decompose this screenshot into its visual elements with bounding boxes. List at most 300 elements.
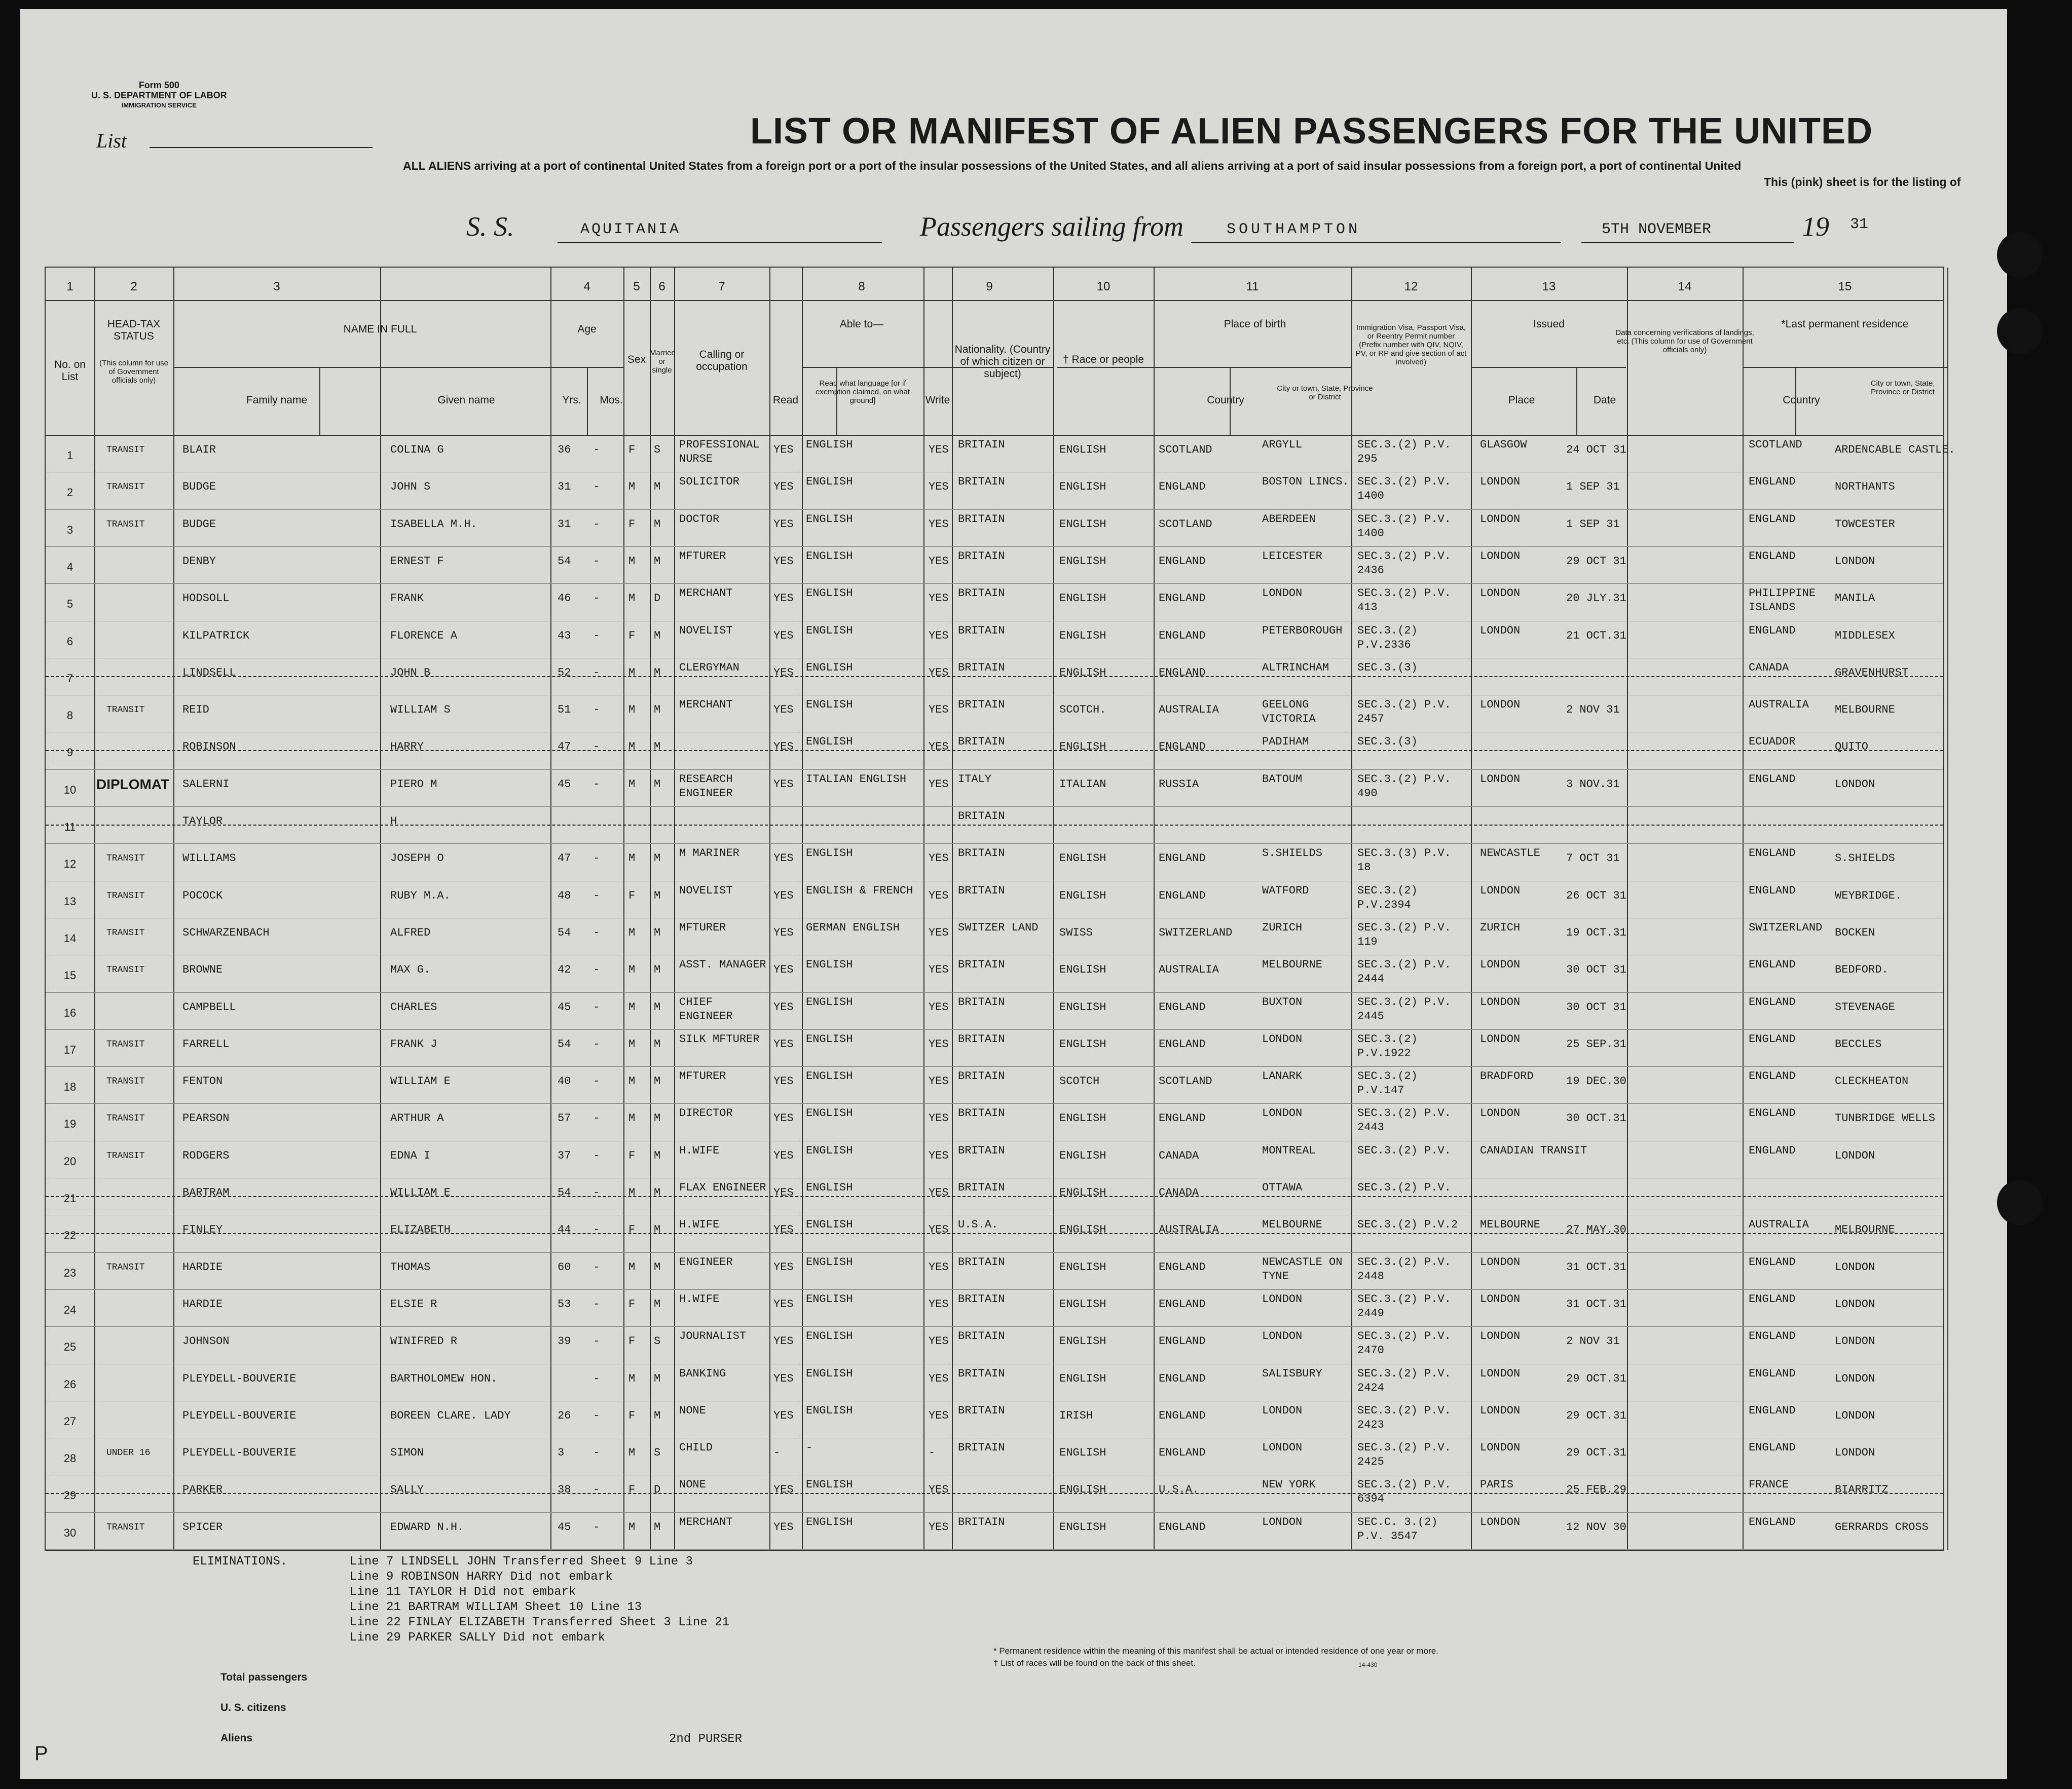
row-number: 9 <box>66 746 73 759</box>
cell-bcity: OTTAWA <box>1262 1181 1303 1194</box>
cell-read: YES <box>773 1372 794 1385</box>
residence-footnote: * Permanent residence within the meaning of this manifest shall be actual or intended residence of one year or more. <box>993 1646 1438 1656</box>
cell-idate: 1 SEP 31 <box>1566 480 1620 494</box>
cell-write: YES <box>929 1075 949 1088</box>
cell-write: YES <box>929 1000 949 1014</box>
cell-status: TRANSIT <box>106 1076 145 1087</box>
row-number: 26 <box>63 1377 77 1391</box>
cell-lang: ENGLISH <box>806 1367 853 1380</box>
row-number: 21 <box>63 1192 77 1205</box>
cell-family: HARDIE <box>182 1297 223 1311</box>
cell-race: ENGLISH <box>1059 629 1106 642</box>
cell-rcity: NORTHANTS <box>1835 480 1895 494</box>
list-field-line <box>150 147 373 148</box>
cell-family: FENTON <box>182 1075 223 1088</box>
cell-ms: M <box>654 703 661 717</box>
row-number: 18 <box>63 1080 77 1094</box>
cell-mos: - <box>593 1000 600 1014</box>
cell-rcountry: ENGLAND <box>1749 958 1796 972</box>
cell-bcity: MELBOURNE <box>1262 1218 1322 1232</box>
cell-ms: M <box>654 554 661 568</box>
header-bottom-line <box>46 435 1943 436</box>
cell-nat: BRITAIN <box>958 698 1005 712</box>
cell-yrs: 46 <box>558 592 571 605</box>
cell-occ: DIRECTOR <box>679 1107 733 1120</box>
cell-rcity: ARDENCABLE CASTLE. <box>1835 443 1955 456</box>
cell-occ: NONE <box>679 1404 706 1417</box>
cell-iplace: LONDON <box>1480 772 1521 786</box>
cell-rcountry: ENGLAND <box>1749 549 1796 563</box>
cell-given: EDWARD N.H. <box>390 1520 464 1534</box>
cell-bcity: PETERBOROUGH <box>1262 624 1343 637</box>
row-line <box>46 509 1943 510</box>
cell-family: PEARSON <box>182 1112 230 1125</box>
subcolumn-divider <box>1795 367 1796 435</box>
cell-status: TRANSIT <box>106 705 145 716</box>
header-calling: Calling or occupation <box>696 349 748 372</box>
page-mark: P <box>34 1742 48 1765</box>
cell-visa: SEC.3.(2) P.V.2394 <box>1357 884 1418 911</box>
cell-bcountry: ENGLAND <box>1159 1520 1206 1534</box>
cell-sex: F <box>628 1149 636 1162</box>
row-number: 20 <box>63 1154 77 1168</box>
cell-rcity: GERRARDS CROSS <box>1835 1520 1929 1534</box>
cell-yrs: 51 <box>558 703 571 717</box>
cell-ms: D <box>654 592 661 605</box>
header-landing: Data concerning verifications of landings, etc. (This column for use of Government officials only) <box>1615 328 1754 354</box>
cell-bcountry: ENGLAND <box>1159 1000 1206 1014</box>
cell-bcountry: AUSTRALIA <box>1159 1223 1219 1237</box>
cell-given: JOHN S <box>390 480 431 494</box>
cell-bcountry: ENGLAND <box>1159 1446 1206 1460</box>
strike-through-line <box>46 750 1943 751</box>
column-number: 1 <box>66 280 73 293</box>
cell-status: TRANSIT <box>106 482 145 493</box>
cell-sex: M <box>628 703 636 717</box>
cell-yrs: 54 <box>558 1186 571 1199</box>
cell-family: PLEYDELL-BOUVERIE <box>182 1372 297 1385</box>
cell-bcity: ZURICH <box>1262 921 1303 934</box>
cell-occ: CHIEF ENGINEER <box>679 995 733 1023</box>
cell-mos: - <box>593 1037 600 1051</box>
cell-rcity: STEVENAGE <box>1835 1000 1895 1014</box>
cell-rcity: MELBOURNE <box>1835 1223 1895 1237</box>
cell-bcountry: ENGLAND <box>1159 1260 1206 1274</box>
cell-status: TRANSIT <box>106 1113 145 1124</box>
cell-lang: ENGLISH <box>806 1515 853 1529</box>
column-number: 3 <box>273 280 280 293</box>
cell-idate: 12 NOV 30 <box>1566 1520 1626 1534</box>
cell-mos: - <box>593 1372 600 1385</box>
cell-yrs: 47 <box>558 852 571 865</box>
ship-label: S. S. <box>466 211 514 242</box>
cell-ms: M <box>654 1149 661 1162</box>
row-line <box>46 992 1943 993</box>
cell-ms: M <box>654 1000 661 1014</box>
cell-write: YES <box>929 592 949 605</box>
row-line <box>46 843 1943 844</box>
cell-idate: 19 OCT.31 <box>1566 926 1626 939</box>
cell-bcity: LONDON <box>1262 587 1303 600</box>
cell-nat: BRITAIN <box>958 475 1005 489</box>
cell-family: HARDIE <box>182 1260 223 1274</box>
cell-write: YES <box>929 740 949 754</box>
cell-race: ENGLISH <box>1059 1112 1106 1125</box>
list-label: List <box>96 129 127 152</box>
cell-iplace: LONDON <box>1480 549 1521 563</box>
cell-ms: M <box>654 740 661 754</box>
header-place: Place <box>1508 394 1535 406</box>
cell-occ: H.WIFE <box>679 1218 720 1232</box>
cell-occ: M MARINER <box>679 847 739 860</box>
cell-rcity: LONDON <box>1835 1297 1875 1311</box>
header-city: City or town, State, Province or District <box>1277 384 1373 401</box>
cell-mos: - <box>593 777 600 791</box>
year-prefix: 19 <box>1802 211 1829 242</box>
cell-visa: SEC.3.(2) P.V.2 <box>1357 1218 1458 1232</box>
cell-mos: - <box>593 1297 600 1311</box>
cell-read: YES <box>773 889 794 902</box>
row-number: 6 <box>66 635 73 648</box>
cell-bcity: LANARK <box>1262 1070 1303 1083</box>
cell-read: YES <box>773 963 794 977</box>
header-sex: Sex <box>627 354 646 365</box>
header-group-line <box>173 367 550 368</box>
cell-rcity: LONDON <box>1835 777 1875 791</box>
header-res-country: Country <box>1783 394 1820 406</box>
cell-idate: 21 OCT.31 <box>1566 629 1626 642</box>
cell-race: ENGLISH <box>1059 889 1106 902</box>
cell-family: POCOCK <box>182 889 223 902</box>
cell-read: YES <box>773 852 794 865</box>
cell-bcity: MELBOURNE <box>1262 958 1322 972</box>
cell-rcountry: ENGLAND <box>1749 1070 1796 1083</box>
cell-bcountry: ENGLAND <box>1159 1372 1206 1385</box>
header-race: † Race or people <box>1063 354 1144 365</box>
cell-race: ENGLISH <box>1059 554 1106 568</box>
cell-idate: 3 NOV.31 <box>1566 777 1620 791</box>
form-number: Form 500 <box>138 80 179 90</box>
cell-visa: SEC.3.(2) P.V. 490 <box>1357 772 1451 800</box>
cell-race: ENGLISH <box>1059 1223 1106 1237</box>
cell-nat: BRITAIN <box>958 1367 1005 1380</box>
cell-nat: ITALY <box>958 772 992 786</box>
sailing-date: 5TH NOVEMBER <box>1602 221 1712 238</box>
cell-iplace: CANADIAN TRANSIT <box>1480 1144 1587 1157</box>
cell-nat: BRITAIN <box>958 958 1005 972</box>
cell-given: RUBY M.A. <box>390 889 451 902</box>
cell-given: JOHN B <box>390 666 431 679</box>
cell-mos: - <box>593 963 600 977</box>
header-no-on-list: No. on List <box>54 359 86 383</box>
cell-sex: M <box>628 1037 636 1051</box>
row-line <box>46 1512 1943 1513</box>
cell-rcity: LONDON <box>1835 554 1875 568</box>
strike-through-line <box>46 1493 1943 1494</box>
cell-write: YES <box>929 517 949 531</box>
cell-write: YES <box>929 1297 949 1311</box>
cell-given: WILLIAM S <box>390 703 451 717</box>
cell-nat: BRITAIN <box>958 1181 1005 1194</box>
cell-family: SCHWARZENBACH <box>182 926 270 939</box>
cell-sex: M <box>628 740 636 754</box>
cell-mos: - <box>593 480 600 494</box>
cell-rcountry: ENGLAND <box>1749 1144 1796 1157</box>
cell-yrs: 45 <box>558 777 571 791</box>
cell-rcity: LONDON <box>1835 1372 1875 1385</box>
subcolumn-divider <box>1230 367 1231 435</box>
cell-rcountry: ENGLAND <box>1749 475 1796 489</box>
cell-given: BOREEN CLARE. LADY <box>390 1409 511 1422</box>
cell-yrs: 47 <box>558 740 571 754</box>
cell-family: BARTRAM <box>182 1186 230 1199</box>
header-nationality: Nationality. (Country of which citizen or subject) <box>954 344 1051 380</box>
subcolumn-divider <box>319 367 320 435</box>
cell-lang: ENGLISH <box>806 438 853 451</box>
cell-mos: - <box>593 666 600 679</box>
cell-race: ENGLISH <box>1059 480 1106 494</box>
cell-write: YES <box>929 1260 949 1274</box>
cell-family: SPICER <box>182 1520 223 1534</box>
cell-family: WILLIAMS <box>182 852 236 865</box>
cell-bcountry: ENGLAND <box>1159 480 1206 494</box>
cell-nat: BRITAIN <box>958 1292 1005 1306</box>
cell-race: ENGLISH <box>1059 443 1106 456</box>
cell-occ: JOURNALIST <box>679 1330 747 1343</box>
cell-bcountry: ENGLAND <box>1159 629 1206 642</box>
cell-rcountry: ENGLAND <box>1749 1107 1796 1120</box>
cell-occ: ENGINEER <box>679 1255 733 1269</box>
cell-rcountry: ENGLAND <box>1749 1367 1796 1380</box>
cell-bcountry: SCOTLAND <box>1159 443 1212 456</box>
total-passengers-label: Total passengers <box>220 1671 308 1683</box>
cell-bcountry: ENGLAND <box>1159 1112 1206 1125</box>
row-number: 5 <box>66 598 73 611</box>
cell-family: FARRELL <box>182 1037 230 1051</box>
cell-bcity: NEW YORK <box>1262 1478 1316 1492</box>
cell-read: YES <box>773 480 794 494</box>
row-number: 15 <box>63 969 77 982</box>
purser-title: 2nd PURSER <box>669 1732 743 1746</box>
cell-rcity: BEDFORD. <box>1835 963 1889 977</box>
cell-idate: 26 OCT 31 <box>1566 889 1626 902</box>
cell-mos: - <box>593 1186 600 1199</box>
cell-yrs: 26 <box>558 1409 571 1422</box>
date-field-line <box>1581 242 1794 243</box>
cell-bcity: WATFORD <box>1262 884 1309 897</box>
cell-idate: 31 OCT.31 <box>1566 1297 1626 1311</box>
cell-write: YES <box>929 1520 949 1534</box>
cell-race: ENGLISH <box>1059 963 1106 977</box>
cell-lang: ENGLISH <box>806 1070 853 1083</box>
cell-lang: ENGLISH <box>806 1292 853 1306</box>
us-citizens-label: U. S. citizens <box>220 1702 286 1713</box>
cell-visa: SEC.3.(2) P.V. 2423 <box>1357 1404 1451 1431</box>
cell-bcountry: ENGLAND <box>1159 1335 1206 1348</box>
cell-sex: M <box>628 592 636 605</box>
cell-yrs: 53 <box>558 1297 571 1311</box>
cell-rcountry: SCOTLAND <box>1749 438 1802 451</box>
form-code: 14-430 <box>1358 1661 1378 1668</box>
cell-rcity: QUITO <box>1835 740 1869 754</box>
cell-given: HARRY <box>390 740 424 754</box>
cell-given: MAX G. <box>390 963 431 977</box>
cell-sex: F <box>628 1483 636 1497</box>
cell-ms: M <box>654 1223 661 1237</box>
cell-bcity: LONDON <box>1262 1292 1303 1306</box>
cell-iplace: LONDON <box>1480 1292 1521 1306</box>
cell-race: ENGLISH <box>1059 852 1106 865</box>
header-group-line <box>1057 367 1351 368</box>
strike-through-line <box>46 1196 1943 1197</box>
row-number: 11 <box>64 821 76 833</box>
row-number: 23 <box>63 1266 77 1279</box>
cell-rcity: LONDON <box>1835 1446 1875 1460</box>
binder-tab <box>1997 308 2043 354</box>
cell-visa: SEC.3.(2) P.V. 6394 <box>1357 1478 1451 1506</box>
cell-visa: SEC.3.(2) P.V.1922 <box>1357 1032 1418 1060</box>
cell-sex: F <box>628 889 636 902</box>
row-line <box>46 1326 1943 1327</box>
elimination-line: Line 22 FINLAY ELIZABETH Transferred Sheet 3 Line 21 <box>350 1616 729 1629</box>
cell-given: ARTHUR A <box>390 1112 444 1125</box>
cell-lang: ENGLISH <box>806 698 853 712</box>
cell-bcountry: SCOTLAND <box>1159 1075 1212 1088</box>
cell-nat: BRITAIN <box>958 624 1005 637</box>
cell-bcity: ABERDEEN <box>1262 512 1316 526</box>
cell-visa: SEC.3.(2) P.V. 2448 <box>1357 1255 1451 1283</box>
cell-rcity: WEYBRIDGE. <box>1835 889 1902 902</box>
cell-race: ENGLISH <box>1059 666 1106 679</box>
cell-read: YES <box>773 777 794 791</box>
cell-read: YES <box>773 1000 794 1014</box>
cell-race: SWISS <box>1059 926 1093 939</box>
cell-race: ENGLISH <box>1059 517 1106 531</box>
row-number: 1 <box>66 449 73 462</box>
cell-rcountry: ENGLAND <box>1749 1441 1796 1455</box>
cell-yrs: 31 <box>558 517 571 531</box>
cell-rcountry: ENGLAND <box>1749 847 1796 860</box>
cell-occ: CHILD <box>679 1441 713 1455</box>
row-number: 12 <box>63 858 77 871</box>
cell-ms: M <box>654 1112 661 1125</box>
cell-bcountry: ENGLAND <box>1159 592 1206 605</box>
cell-race: ENGLISH <box>1059 1000 1106 1014</box>
cell-occ: DOCTOR <box>679 512 720 526</box>
header-place-of-birth: Place of birth <box>1224 318 1286 330</box>
cell-write: YES <box>929 666 949 679</box>
cell-lang: ENGLISH <box>806 1181 853 1194</box>
cell-iplace: LONDON <box>1480 1404 1521 1417</box>
cell-ms: M <box>654 1075 661 1088</box>
row-number: 13 <box>63 894 77 908</box>
header-head-tax: HEAD-TAX STATUS <box>107 318 161 342</box>
cell-idate: 30 OCT 31 <box>1566 1000 1626 1014</box>
cell-given: WILLIAM E <box>390 1186 451 1199</box>
column-divider <box>94 268 95 1550</box>
cell-mos: - <box>593 1075 600 1088</box>
cell-sex: F <box>628 1409 636 1422</box>
cell-idate: 19 DEC.30 <box>1566 1075 1626 1088</box>
column-divider <box>1154 268 1155 1550</box>
cell-bcity: LONDON <box>1262 1032 1303 1046</box>
column-number: 4 <box>583 280 590 293</box>
subcolumn-divider <box>587 367 588 435</box>
cell-write: YES <box>929 963 949 977</box>
cell-idate: 27 MAY.30 <box>1566 1223 1626 1237</box>
cell-nat: BRITAIN <box>958 1032 1005 1046</box>
cell-iplace: LONDON <box>1480 624 1521 637</box>
cell-bcity: S.SHIELDS <box>1262 847 1322 860</box>
header-yrs: Yrs. <box>562 394 581 406</box>
cell-rcountry: PHILIPPINE ISLANDS <box>1749 587 1816 614</box>
cell-lang: ENGLISH <box>806 587 853 600</box>
cell-rcountry: ENGLAND <box>1749 1255 1796 1269</box>
cell-yrs: 36 <box>558 443 571 456</box>
cell-rcity: MELBOURNE <box>1835 703 1895 717</box>
cell-occ: NONE <box>679 1478 706 1492</box>
cell-yrs: 54 <box>558 1037 571 1051</box>
cell-given: SIMON <box>390 1446 424 1460</box>
cell-bcity: LONDON <box>1262 1330 1303 1343</box>
row-number: 7 <box>66 672 73 685</box>
cell-read: - <box>773 1446 781 1460</box>
cell-rcountry: ENGLAND <box>1749 512 1796 526</box>
cell-iplace: LONDON <box>1480 1330 1521 1343</box>
strike-through-line <box>46 825 1943 826</box>
cell-race: ENGLISH <box>1059 592 1106 605</box>
eliminations-title: ELIMINATIONS. <box>193 1555 288 1569</box>
cell-idate: 20 JLY.31 <box>1566 592 1626 605</box>
form-header-info <box>91 80 227 110</box>
cell-race: ENGLISH <box>1059 1260 1106 1274</box>
elimination-line: Line 9 ROBINSON HARRY Did not embark <box>350 1570 613 1584</box>
cell-idate: 1 SEP 31 <box>1566 517 1620 531</box>
cell-ms: D <box>654 1483 661 1497</box>
cell-iplace: LONDON <box>1480 1367 1521 1380</box>
cell-rcountry: ENGLAND <box>1749 772 1796 786</box>
cell-rcountry: ENGLAND <box>1749 884 1796 897</box>
column-divider <box>769 268 770 1550</box>
cell-sex: M <box>628 963 636 977</box>
column-divider <box>1053 268 1054 1550</box>
cell-visa: SEC.3.(2) P.V. 2425 <box>1357 1441 1451 1469</box>
cell-mos: - <box>593 629 600 642</box>
cell-lang: ENGLISH <box>806 512 853 526</box>
header-country: Country <box>1207 394 1244 406</box>
cell-idate: 24 OCT 31 <box>1566 443 1626 456</box>
cell-visa: SEC.3.(2) P.V. 119 <box>1357 921 1451 948</box>
cell-race: ENGLISH <box>1059 740 1106 754</box>
cell-family: ROBINSON <box>182 740 236 754</box>
cell-family: BLAIR <box>182 443 216 456</box>
cell-rcity: CLECKHEATON <box>1835 1075 1909 1088</box>
cell-family: FINLEY <box>182 1223 223 1237</box>
binder-tab <box>1997 1180 2043 1225</box>
row-number: 24 <box>63 1303 77 1316</box>
cell-given: FRANK <box>390 592 424 605</box>
cell-idate: 25 SEP.31 <box>1566 1037 1626 1051</box>
cell-visa: SEC.3.(3) P.V. 18 <box>1357 847 1451 874</box>
header-visa: Immigration Visa, Passport Visa, or Reentry Permit number (Prefix number with QIV, NQIV, PV, or RP and give section of act involved) <box>1355 323 1467 366</box>
cell-occ: MERCHANT <box>679 698 733 712</box>
cell-sex: M <box>628 554 636 568</box>
cell-ms: M <box>654 1409 661 1422</box>
cell-race: ENGLISH <box>1059 1297 1106 1311</box>
cell-visa: SEC.3.(2) P.V. 2443 <box>1357 1107 1451 1134</box>
cell-read: YES <box>773 666 794 679</box>
cell-lang: ENGLISH <box>806 735 853 749</box>
